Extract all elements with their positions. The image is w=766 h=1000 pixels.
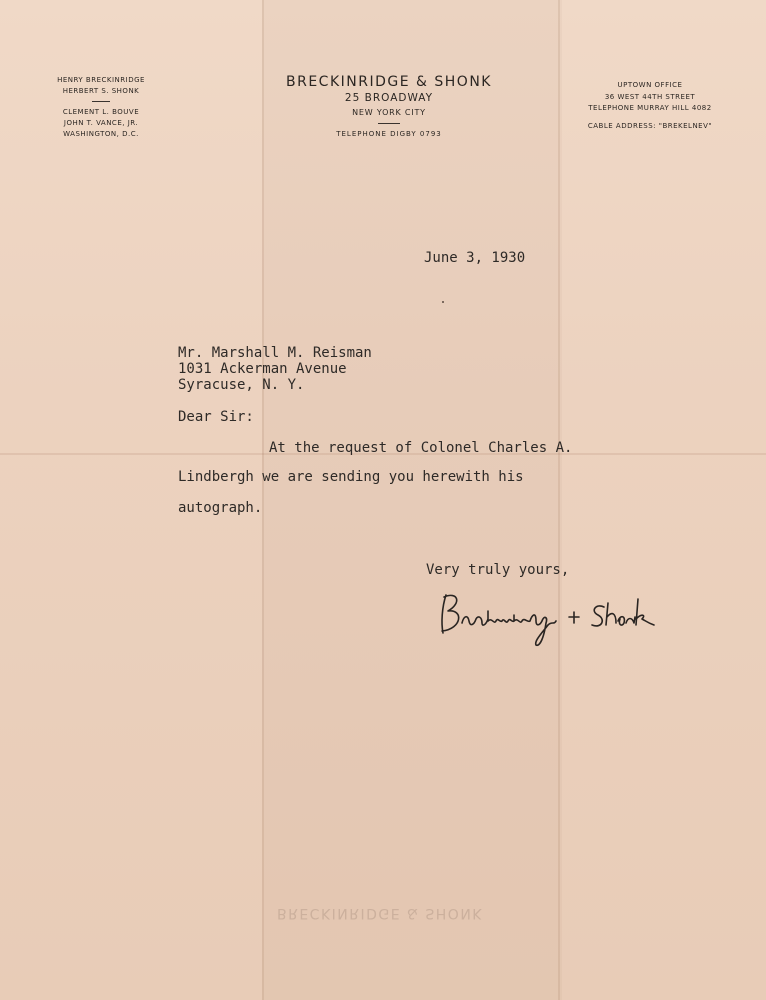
letter-date: June 3, 1930 [424,250,526,266]
salutation: Dear Sir: [178,409,254,425]
bleed-through-text: BRECKINRIDGE & SHONK [277,905,483,921]
associate-name: JOHN T. VANCE, JR. [63,119,139,127]
letterhead-uptown-office [575,80,725,132]
partner-name: HERBERT S. SHONK [62,87,140,95]
recipient-name: Mr. Marshall M. Reisman [178,345,372,361]
body-line: autograph. [178,500,263,516]
signature-image [436,585,656,655]
recipient-city: Syracuse, N. Y. [178,377,305,393]
body-line: Lindbergh we are sending you herewith his [178,469,524,485]
firm-address: 25 BROADWAY [344,92,434,104]
letterhead-firm [262,73,516,139]
associate-name: CLEMENT L. BOUVE [62,108,140,116]
divider [378,123,400,124]
firm-city: NEW YORK CITY [352,108,426,117]
letterhead-partners [56,75,146,140]
closing: Very truly yours, [426,562,570,578]
office-label: UPTOWN OFFICE [617,81,683,89]
cable-address: CABLE ADDRESS: "BREKELNEV" [587,121,713,130]
firm-telephone: TELEPHONE DIGBY 0793 [336,130,442,138]
paper-shade [262,0,562,1000]
divider [92,101,110,102]
fold-line-vertical [262,0,264,1000]
fold-line-vertical [558,0,560,1000]
body-line: At the request of Colonel Charles A. [269,440,573,456]
recipient-street: 1031 Ackerman Avenue [178,361,347,377]
associate-location: WASHINGTON, D.C. [63,130,139,138]
ink-speck [442,301,444,303]
office-telephone: TELEPHONE MURRAY HILL 4082 [588,104,712,112]
office-street: 36 WEST 44TH STREET [604,92,696,101]
firm-name: BRECKINRIDGE & SHONK [286,74,492,90]
partner-name: HENRY BRECKINRIDGE [57,76,145,84]
